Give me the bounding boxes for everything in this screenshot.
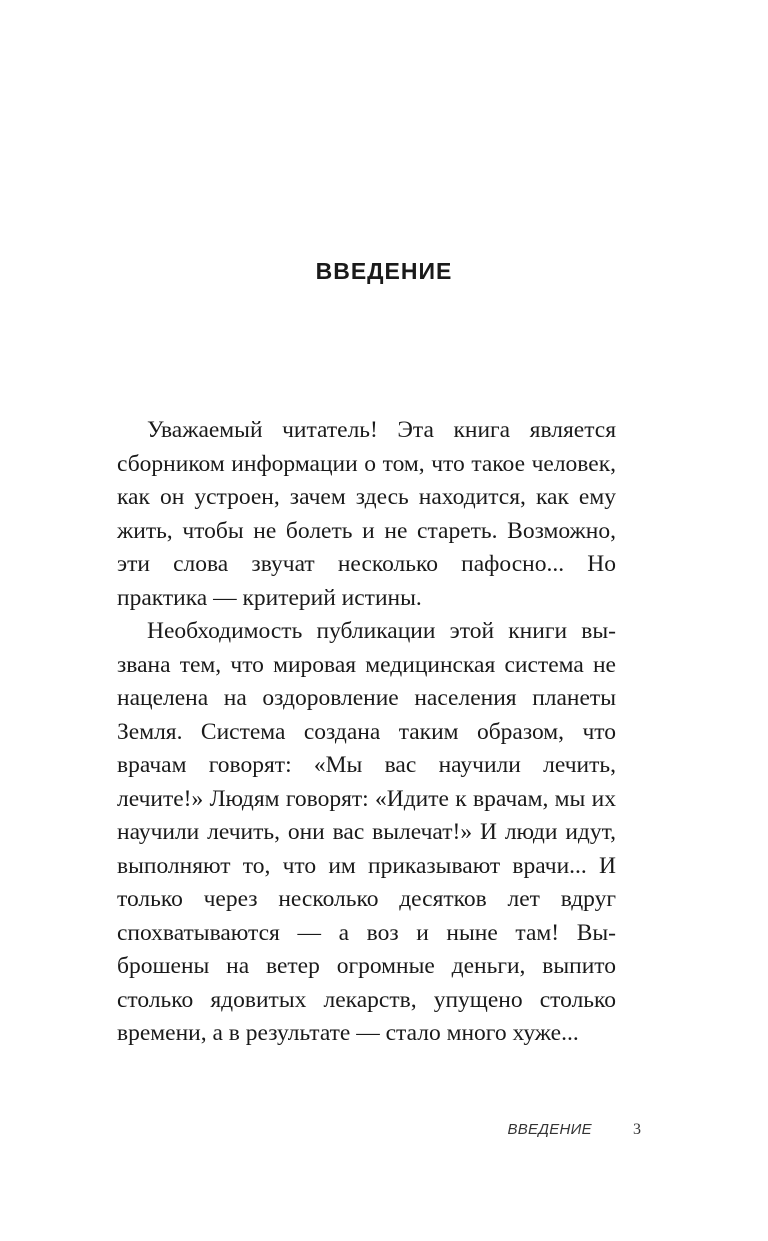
- chapter-title: ВВЕДЕНИЕ: [315, 258, 453, 284]
- paragraph-1: Уважаемый читатель! Эта книга является сборником информации о том, что такое человек, как он устроен, зачем здесь находится, как ему жить, чтобы не болеть и не стареть. Возможно, эти слова звучат несколько пафосно... Но практика — критерий истины.: [117, 417, 616, 611]
- running-head: ВВЕДЕНИЕ: [507, 1121, 592, 1138]
- paragraph-2: Необходимость публикации этой книги вызвана тем, что мировая медицинская система не нацелена на оздоровление населения планеты Земля. Система создана таким образом, что врачам говорят: «Мы вас научили лечить, лечите!» Людям говорят: «Идите к врачам, мы их научили лечить, они вас вылечат!» И люди идут, выполняют то, что им приказывают врачи... И только через несколько десятков лет вдруг спохватываются — а воз и ныне там! Выброшены на ветер огромные деньги, выпито столько ядовитых лекарств, упущено столько времени, а в результате — стало много хуже...: [117, 618, 616, 1046]
- body-text: [117, 414, 616, 1051]
- page-footer: [0, 1121, 768, 1145]
- page-number: 3: [633, 1121, 641, 1138]
